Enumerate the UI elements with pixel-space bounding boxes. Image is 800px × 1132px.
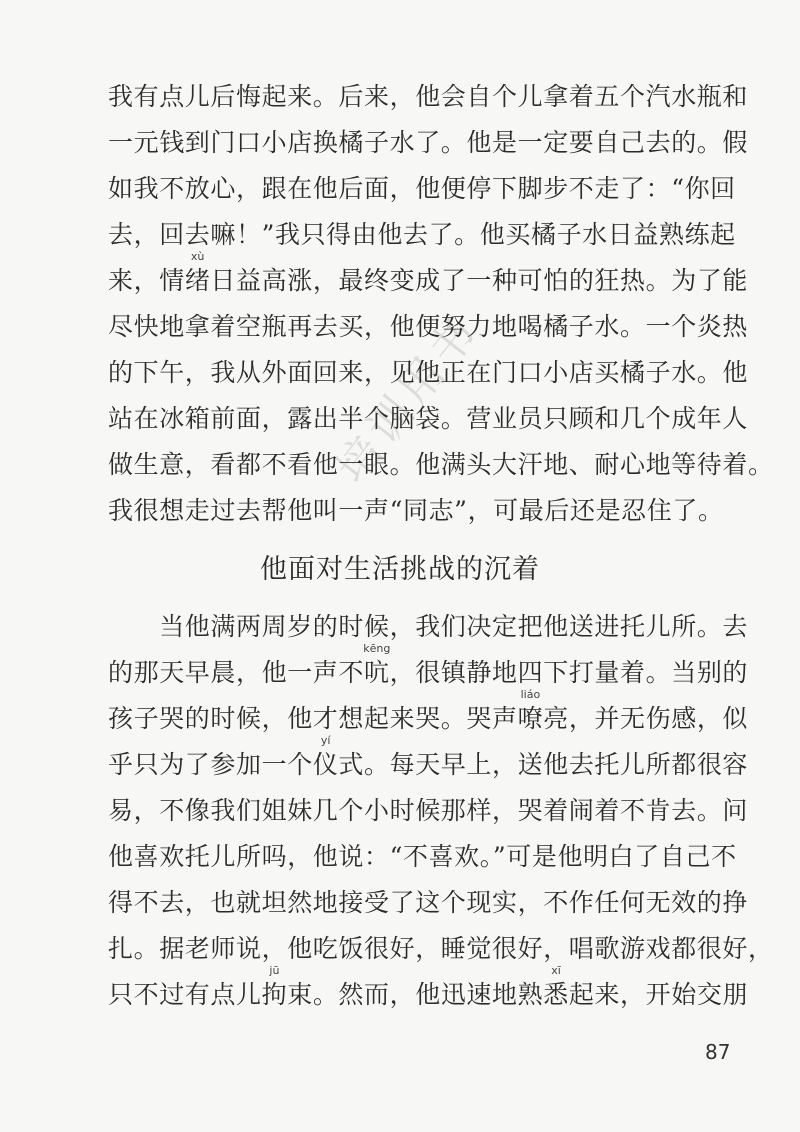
body-line-with-pinyin xyxy=(108,734,749,780)
line-text: 只不过有点儿 xyxy=(108,980,262,1009)
annotated-char xyxy=(517,688,544,734)
annotated-char xyxy=(184,250,211,296)
body-line: 去，回去嘛！”我只得由他去了。他买橘子水日益熟练起 xyxy=(108,220,736,249)
body-line: 尽快地拿着空瓶再去买，他便努力地喝橘子水。一个炎热 xyxy=(108,312,749,341)
watermark: 培训用书 xyxy=(326,304,490,494)
pinyin-annotation: xù xyxy=(190,250,205,263)
line-text: 束。然而，他迅速地熟 xyxy=(287,980,544,1009)
annotated-char-text: 仪 xyxy=(312,750,339,779)
annotated-char xyxy=(261,964,288,1010)
pinyin-annotation: kēng xyxy=(363,642,391,655)
body-line: 我很想走过去帮他叫一声“同志”，可最后还是忍住了。 xyxy=(108,496,724,525)
body-line: 站在冰箱前面，露出半个脑袋。营业员只顾和几个成年人 xyxy=(108,404,749,433)
body-line-with-pinyin xyxy=(108,250,749,296)
annotated-char-text: 嘹 xyxy=(517,704,544,733)
body-line: 我有点儿后悔起来。后来，他会自个儿拿着五个汽水瓶和 xyxy=(108,82,749,111)
body-line-with-pinyin xyxy=(108,688,749,734)
line-text: 式。每天早上，送他去托儿所都很容 xyxy=(338,750,749,779)
pinyin-annotation: jū xyxy=(269,964,280,977)
line-text: 日益高涨，最终变成了一种可怕的狂热。为了能 xyxy=(210,266,749,295)
body-line-with-pinyin xyxy=(108,642,749,688)
body-line: 当他满两周岁的时候，我们决定把他送进托儿所。去 xyxy=(108,612,749,641)
body-line: 易，不像我们姐妹几个小时候那样，哭着闹着不肯去。问 xyxy=(108,796,749,825)
body-line: 得不去，也就坦然地接受了这个现实，不作任何无效的挣 xyxy=(108,888,749,917)
body-line: 他喜欢托儿所吗，他说：“不喜欢。”可是他明白了自己不 xyxy=(108,842,737,871)
pinyin-annotation: liáo xyxy=(520,688,541,701)
body-line: 扎。据老师说，他吃饭很好，睡觉很好，唱歌游戏都很好， xyxy=(108,934,774,963)
body-line: 如我不放心，跟在他后面，他便停下脚步不走了：“你回 xyxy=(108,174,736,203)
annotated-char xyxy=(312,734,339,780)
line-text: 亮，并无伤感，似 xyxy=(543,704,749,733)
body-line: 做生意，看都不看他一眼。他满头大汗地、耐心地等待着。 xyxy=(108,450,774,479)
pinyin-annotation: yí xyxy=(320,734,331,747)
line-text: 乎只为了参加一个 xyxy=(108,750,313,779)
annotated-char-text: 绪 xyxy=(184,266,211,295)
body-line: 一元钱到门口小店换橘子水了。他是一定要自己去的。假 xyxy=(108,128,749,157)
annotated-char-text: 吭 xyxy=(364,658,390,687)
section-heading: 他面对生活挑战的沉着 xyxy=(260,554,540,585)
annotated-char xyxy=(363,642,391,688)
line-text: ，很镇静地四下打量着。当别的 xyxy=(389,658,749,687)
annotated-char-text: 拘 xyxy=(261,980,288,1009)
line-text: 来，情 xyxy=(108,266,185,295)
line-text: 起来，开始交朋 xyxy=(568,980,749,1009)
pinyin-annotation: xī xyxy=(551,964,561,977)
line-text: 的那天早晨，他一声不 xyxy=(108,658,365,687)
line-text: 孩子哭的时候，他才想起来哭。哭声 xyxy=(108,704,518,733)
body-line: 的下午，我从外面回来，见他正在门口小店买橘子水。他 xyxy=(108,358,749,387)
annotated-char xyxy=(543,964,569,1010)
body-line-with-pinyin xyxy=(108,964,749,1010)
annotated-char-text: 悉 xyxy=(543,980,569,1009)
page-number: 87 xyxy=(705,1040,731,1064)
